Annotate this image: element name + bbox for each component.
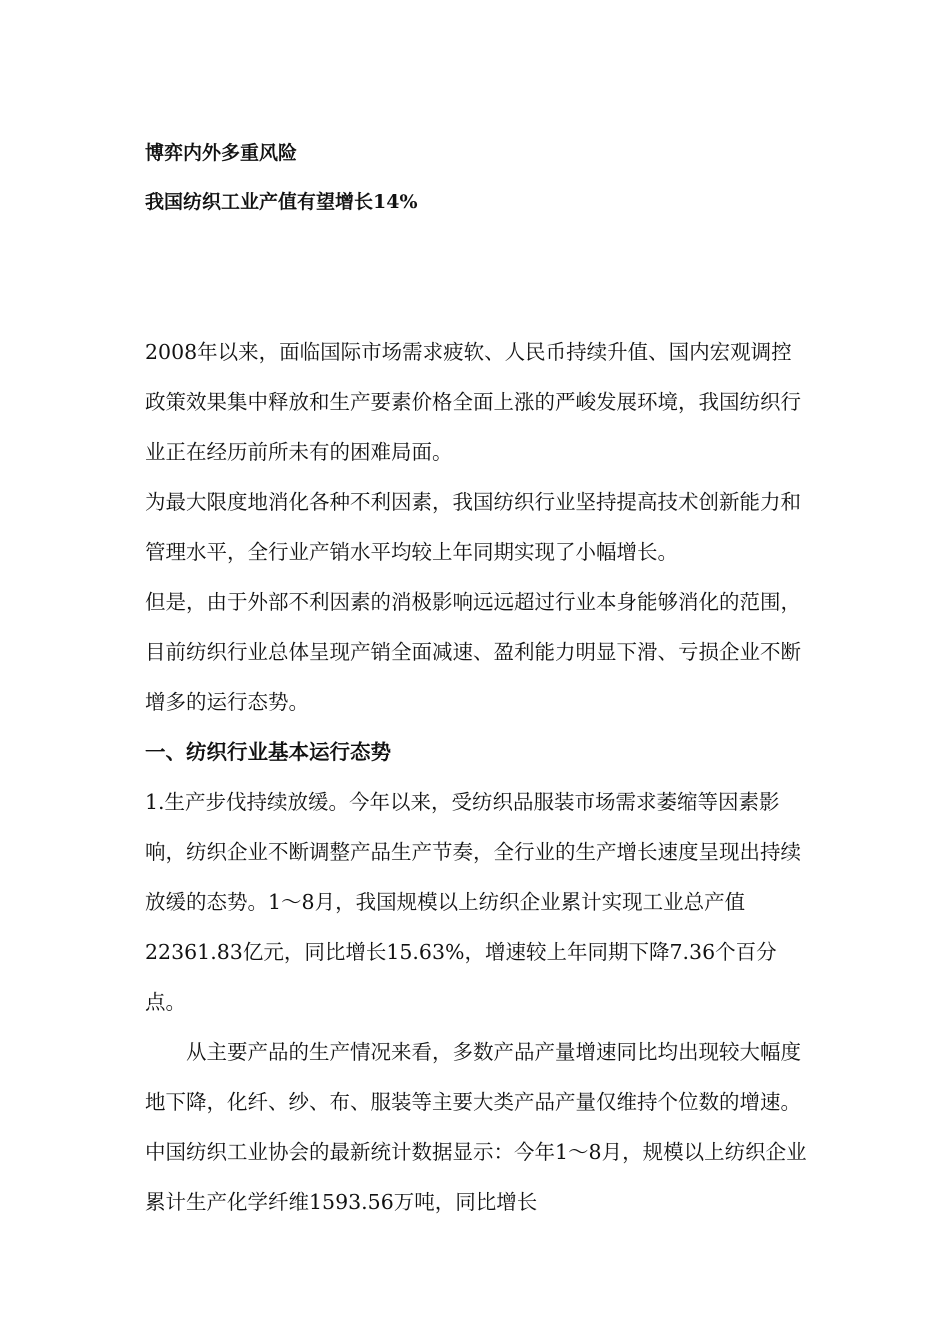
document-subtitle: 我国纺织工业产值有望增长14% [145, 191, 418, 213]
document-title: 博弈内外多重风险 [145, 142, 298, 164]
paragraph-production: 1.生产步伐持续放缓。今年以来，受纺织品服装市场需求萎缩等因素影响，纺织企业不断调整产品生产节奏，全行业的生产增长速度呈现出持续放缓的态势。1～8月，我国规模以上纺织企业累计实现工业总产值22361.83亿元，同比增长15.63%，增速较上年同期下降7.36个百分点。 [145, 790, 801, 1014]
section-heading: 一、纺织行业基本运行态势 [145, 740, 391, 764]
paragraph-measures: 为最大限度地消化各种不利因素，我国纺织行业坚持提高技术创新能力和管理水平，全行业产销水平均较上年同期实现了小幅增长。 [145, 490, 801, 564]
paragraph-situation: 但是，由于外部不利因素的消极影响远远超过行业本身能够消化的范围，目前纺织行业总体呈现产销全面减速、盈利能力明显下滑、亏损企业不断增多的运行态势。 [145, 590, 801, 714]
paragraph-intro: 2008年以来，面临国际市场需求疲软、人民币持续升值、国内宏观调控政策效果集中释放和生产要素价格全面上涨的严峻发展环境，我国纺织行业正在经历前所未有的困难局面。 [145, 340, 801, 464]
paragraph-products: 从主要产品的生产情况来看，多数产品产量增速同比均出现较大幅度地下降，化纤、纱、布、服装等主要大类产品产量仅维持个位数的增速。中国纺织工业协会的最新统计数据显示：今年1～8月，规模以上纺织企业累计生产化学纤维1593.56万吨，同比增长 [145, 1040, 807, 1214]
